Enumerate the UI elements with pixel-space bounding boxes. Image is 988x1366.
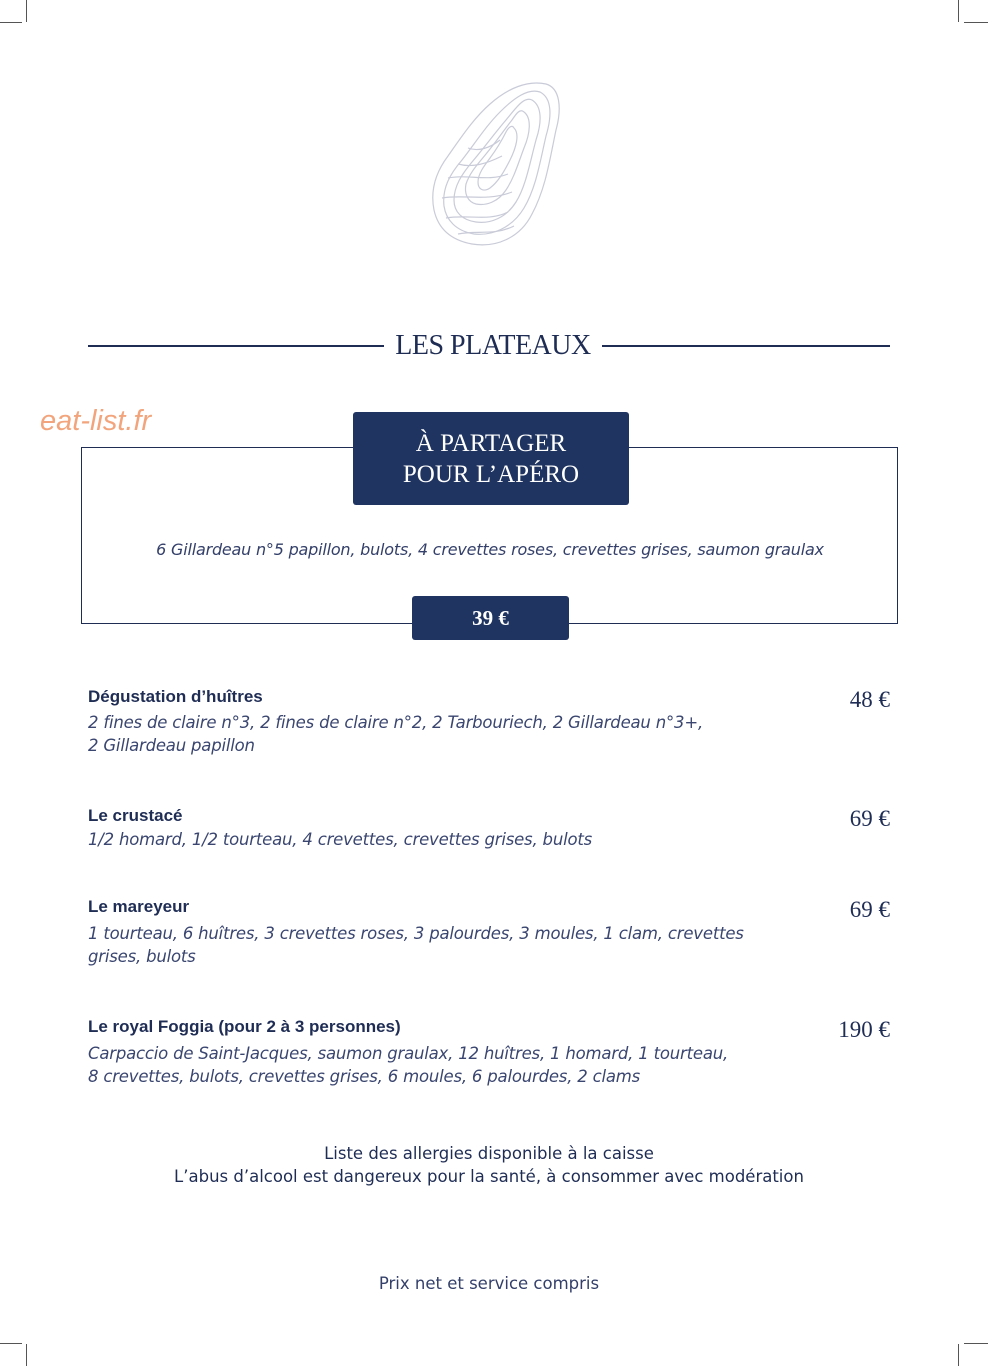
share-badge-line2: POUR L’APÉRO: [402, 460, 580, 488]
item-name: Le mareyeur: [88, 897, 190, 916]
crop-mark: [0, 1343, 22, 1344]
crop-mark: [26, 0, 27, 22]
crop-mark: [964, 1343, 988, 1344]
item-description-line2: grises, bulots: [88, 947, 196, 966]
allergy-note: Liste des allergies disponible à la caisse: [324, 1144, 654, 1163]
oyster-icon: [428, 78, 568, 250]
item-name: Dégustation d’huîtres: [88, 687, 263, 706]
menu-item: [88, 685, 890, 757]
crop-mark: [958, 1344, 959, 1366]
crop-mark: [26, 1344, 27, 1366]
item-price: 190 €: [838, 1017, 890, 1042]
title-rule-left: [88, 345, 384, 347]
allergy-notes: [88, 1142, 890, 1188]
item-description-line1: 1 tourteau, 6 huîtres, 3 crevettes roses, 3 palourdes, 3 moules, 1 clam, crevettes: [88, 924, 744, 943]
menu-item: [88, 804, 890, 851]
menu-item: [88, 895, 890, 968]
item-description-line2: 8 crevettes, bulots, crevettes grises, 6 moules, 6 palourdes, 2 clams: [88, 1067, 641, 1086]
item-description-line1: 2 fines de claire n°3, 2 fines de claire n°2, 2 Tarbouriech, 2 Gillardeau n°3+,: [88, 713, 704, 732]
item-description-line1: 1/2 homard, 1/2 tourteau, 4 crevettes, crevettes grises, bulots: [88, 830, 593, 849]
share-description: 6 Gillardeau n°5 papillon, bulots, 4 crevettes roses, crevettes grises, saumon graulax: [156, 540, 824, 559]
item-name: Le crustacé: [88, 806, 183, 825]
item-price: 69 €: [849, 897, 890, 922]
item-price: 48 €: [849, 687, 890, 712]
crop-mark: [0, 22, 22, 23]
title-rule-right: [602, 345, 890, 347]
crop-mark: [958, 0, 959, 22]
item-description-line2: 2 Gillardeau papillon: [88, 736, 255, 755]
item-description-line1: Carpaccio de Saint-Jacques, saumon graulax, 12 huîtres, 1 homard, 1 tourteau,: [88, 1044, 729, 1063]
section-header: [88, 330, 890, 362]
alcohol-warning: L’abus d’alcool est dangereux pour la santé, à consommer avec modération: [174, 1167, 804, 1186]
item-name: Le royal Foggia (pour 2 à 3 personnes): [88, 1017, 401, 1036]
menu-item: [88, 1015, 890, 1088]
crop-mark: [964, 22, 988, 23]
footer-note: Prix net et service compris: [378, 1274, 600, 1293]
share-badge: [353, 412, 629, 505]
item-price: 69 €: [849, 806, 890, 831]
share-badge-line1: À PARTAGER: [415, 429, 567, 457]
section-title: LES PLATEAUX: [395, 330, 591, 361]
share-price: 39 €: [412, 596, 569, 640]
watermark: eat-list.fr: [40, 405, 152, 437]
